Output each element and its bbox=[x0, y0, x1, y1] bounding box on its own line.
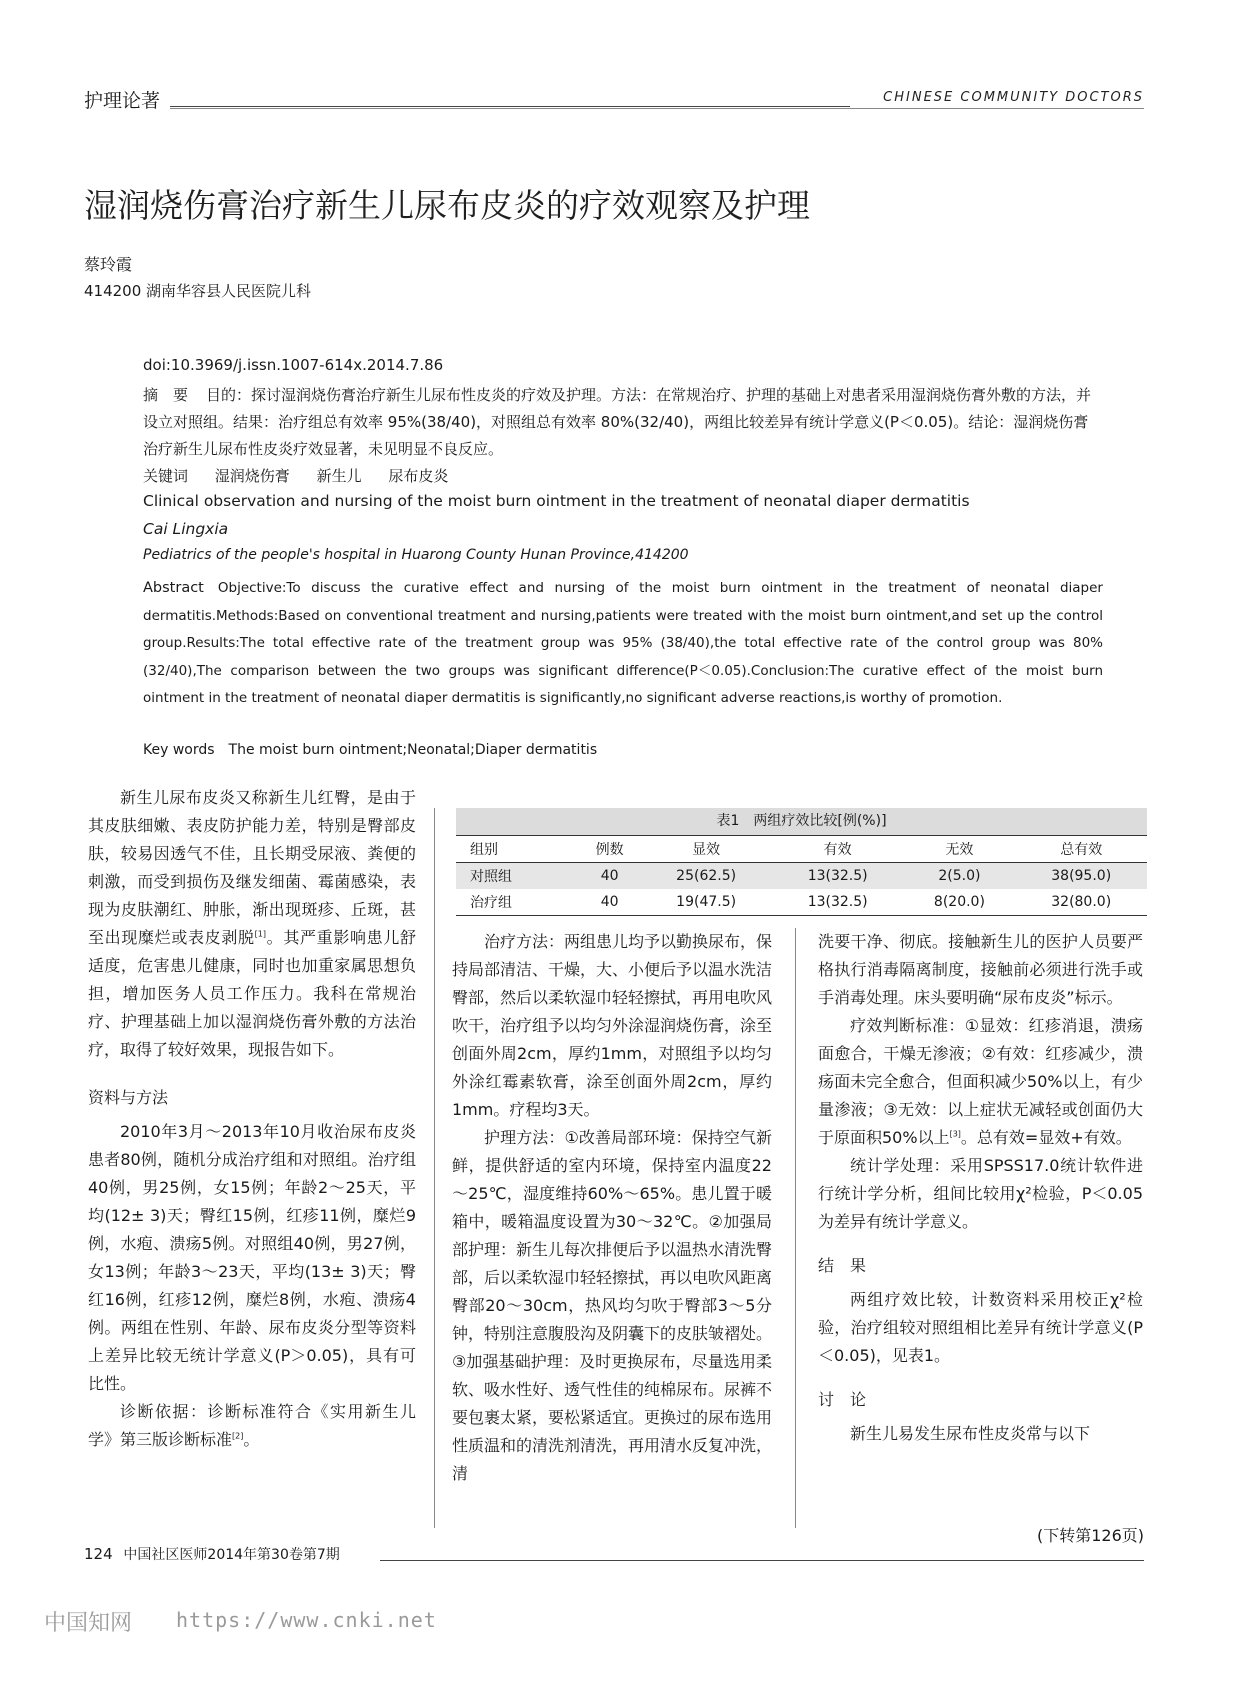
diagnosis-paragraph: 诊断依据：诊断标准符合《实用新生儿学》第三版诊断标准[2]。 bbox=[88, 1402, 416, 1449]
header-rule-right bbox=[170, 108, 1144, 109]
table-header-cell: 总有效 bbox=[1015, 836, 1147, 863]
keyword: 湿润烧伤膏 bbox=[214, 467, 290, 485]
table-1 bbox=[456, 808, 1147, 916]
abstract-en bbox=[143, 575, 1103, 713]
table-header-cell: 无效 bbox=[903, 836, 1015, 863]
table-1-grid bbox=[456, 835, 1147, 916]
article-title: 湿润烧伤膏治疗新生儿尿布皮炎的疗效观察及护理 bbox=[84, 186, 810, 225]
table-cell: 19(47.5) bbox=[640, 889, 772, 916]
journal-name-en: CHINESE COMMUNITY DOCTORS bbox=[883, 90, 1144, 105]
intro-paragraph: 新生儿尿布皮炎又称新生儿红臀，是由于其皮肤细嫩、表皮防护能力差，特别是臀部皮肤，较易因透气不佳，且长期受尿液、粪便的刺激，而受到损伤及继发细菌、霉菌感染，表现为皮肤潮红、肿胀，渐出现斑疹、丘斑，甚至出现糜烂或表皮剥脱[1]。其严重影响患儿舒适度，危害患儿健康，同时也加重家属思想负担，增加医务人员工作压力。我科在常规治疗、护理基础上加以湿润烧伤膏外敷的方法治疗，取得了较好效果，现报告如下。 bbox=[88, 788, 416, 1059]
body-column-2 bbox=[452, 928, 772, 1488]
page-number: 124 bbox=[84, 1545, 113, 1563]
keywords-en-label: Key words bbox=[143, 742, 215, 758]
treatment-paragraph: 治疗方法：两组患儿均予以勤换尿布，保持局部清洁、干燥，大、小便后予以温水洗洁臀部，然后以柔软湿巾轻轻擦拭，再用电吹风吹干，治疗组予以均匀外涂湿润烧伤膏，涂至创面外周2cm，厚约1mm，对照组予以均匀外涂红霉素软膏，涂至创面外周2cm，厚约1mm。疗程均3天。 bbox=[452, 932, 773, 1119]
nursing-paragraph: 护理方法：①改善局部环境：保持空气新鲜，提供舒适的室内环境，保持室内温度22～25℃，湿度维持60%～65%。患儿置于暖箱中，暖箱温度设置为30～32℃。②加强局部护理：新生儿每次排便后予以温热水清洗臀部，后以柔软湿巾轻轻擦拭，再以电吹风距离臀部20～30cm，热风均匀吹于臀部3～5分钟，特别注意腹股沟及阴囊下的皮肤皱褶处。③加强基础护理：及时更换尿布，尽量选用柔软、吸水性好、透气性佳的纯棉尿布。尿裤不要包裹太紧，要松紧适宜。更换过的尿布选用性质温和的清洗剂清洗，再用清水反复冲洗，清 bbox=[452, 1128, 773, 1483]
table-header-cell: 组别 bbox=[456, 836, 579, 863]
body-column-1 bbox=[88, 784, 416, 1454]
keyword: 新生儿 bbox=[316, 467, 362, 485]
table-cell: 对照组 bbox=[456, 863, 579, 890]
table-cell: 2(5.0) bbox=[903, 863, 1015, 890]
table-cell: 25(62.5) bbox=[640, 863, 772, 890]
abstract-cn-label: 摘 要 bbox=[143, 386, 189, 404]
continued-note: (下转第126页) bbox=[1036, 1526, 1144, 1545]
table-header-cell: 显效 bbox=[640, 836, 772, 863]
author-en: Cai Lingxia bbox=[143, 520, 229, 538]
table-caption: 表1 两组疗效比较[例(%)] bbox=[456, 808, 1147, 835]
keywords-en-text: The moist burn ointment;Neonatal;Diaper dermatitis bbox=[228, 742, 598, 758]
header-rule bbox=[170, 106, 850, 107]
statistics-paragraph: 统计学处理：采用SPSS17.0统计软件进行统计学分析，组间比较用χ²检验，P＜0.05为差异有统计学意义。 bbox=[818, 1156, 1143, 1231]
abstract-en-text: Objective:To discuss the curative effect and nursing of the moist burn ointment in the treatment of neonatal diaper dermatitis.Methods:Based on conventional treatment and nursing,patients were treated with the moist burn ointment,and set up the control group.Results:The total effective rate of the treatment group was 95% (38/40),the total effective rate of the control group was 80%(32/40),The comparison between the two groups was significant difference(P＜0.05).Conclusion:The curative effect of the moist burn ointment in the treatment of neonatal diaper dermatitis is significantly,no significant adverse reactions,is worthy of promotion. bbox=[143, 580, 1103, 706]
table-cell: 38(95.0) bbox=[1015, 863, 1147, 890]
journal-issue: 中国社区医师2014年第30卷第7期 bbox=[123, 1547, 340, 1563]
table-row bbox=[456, 863, 1147, 890]
abstract-en-label: Abstract bbox=[143, 580, 204, 596]
body-column-3 bbox=[818, 928, 1143, 1448]
citation-ref: [3] bbox=[949, 1129, 961, 1139]
table-cell: 13(32.5) bbox=[772, 863, 904, 890]
nursing-paragraph-continued: 洗要干净、彻底。接触新生儿的医护人员要严格执行消毒隔离制度，接触前必须进行洗手或手消毒处理。床头要明确“尿布皮炎”标示。 bbox=[818, 932, 1143, 1007]
table-cell: 8(20.0) bbox=[903, 889, 1015, 916]
citation-ref: [2] bbox=[232, 1431, 244, 1441]
article-title-en: Clinical observation and nursing of the moist burn ointment in the treatment of neonatal diaper dermatitis bbox=[143, 492, 970, 510]
table-header-cell: 有效 bbox=[772, 836, 904, 863]
discussion-heading: 讨 论 bbox=[818, 1390, 867, 1409]
discussion-paragraph: 新生儿易发生尿布性皮炎常与以下 bbox=[850, 1424, 1091, 1443]
section-label: 护理论著 bbox=[84, 90, 161, 112]
affiliation: 414200 湖南华容县人民医院儿科 bbox=[84, 282, 312, 300]
results-paragraph: 两组疗效比较，计数资料采用校正χ²检验，治疗组较对照组相比差异有统计学意义(P＜0.05)，见表1。 bbox=[818, 1290, 1143, 1365]
keywords-cn bbox=[143, 465, 1103, 486]
watermark-cn: 中国知网 bbox=[44, 1611, 133, 1636]
abstract-cn-text: 目的：探讨湿润烧伤膏治疗新生儿尿布性皮炎的疗效及护理。方法：在常规治疗、护理的基础上对患者采用湿润烧伤膏外敷的方法，并设立对照组。结果：治疗组总有效率 95%(38/40)，对照组总有效率 80%(32/40)，两组比较差异有统计学意义(P＜0.05)。结论：湿润烧伤膏治疗新生儿尿布性皮炎疗效显著，未见明显不良反应。 bbox=[143, 386, 1092, 458]
footer-rule bbox=[380, 1560, 1144, 1561]
doi: doi:10.3969/j.issn.1007-614x.2014.7.86 bbox=[143, 356, 444, 374]
keyword: 尿布皮炎 bbox=[388, 467, 449, 485]
criteria-paragraph: 疗效判断标准：①显效：红疹消退，溃疡面愈合，干燥无渗液；②有效：红疹减少，溃疡面未完全愈合，但面积减少50%以上，有少量渗液；③无效：以上症状无减轻或创面仍大于原面积50%以上[3]。总有效=显效+有效。 bbox=[818, 1016, 1143, 1147]
table-cell: 治疗组 bbox=[456, 889, 579, 916]
keywords-en bbox=[143, 742, 1103, 758]
table-cell: 40 bbox=[579, 863, 640, 890]
methods-heading: 资料与方法 bbox=[88, 1088, 169, 1107]
table-header-cell: 例数 bbox=[579, 836, 640, 863]
abstract-cn bbox=[143, 382, 1103, 463]
watermark-url: https://www.cnki.net bbox=[176, 1608, 437, 1632]
column-divider bbox=[795, 928, 796, 1528]
column-divider bbox=[434, 808, 435, 1528]
table-cell: 13(32.5) bbox=[772, 889, 904, 916]
footer bbox=[84, 1544, 340, 1564]
table-header-row bbox=[456, 836, 1147, 863]
affiliation-en: Pediatrics of the people's hospital in Huarong County Hunan Province,414200 bbox=[143, 547, 689, 563]
keywords-cn-label: 关键词 bbox=[143, 467, 189, 485]
table-cell: 40 bbox=[579, 889, 640, 916]
table-cell: 32(80.0) bbox=[1015, 889, 1147, 916]
methods-paragraph: 2010年3月～2013年10月收治尿布皮炎患者80例，随机分成治疗组和对照组。治疗组40例，男25例，女15例；年龄2～25天，平均(12± 3)天；臀红15例，红疹11例，糜烂9例，水疱、溃疡5例。对照组40例，男27例，女13例；年龄3～23天，平均(13± 3)天；臀红16例，红疹12例，糜烂8例，水疱、溃疡4例。两组在性别、年龄、尿布皮炎分型等资料上差异比较无统计学意义(P＞0.05)，具有可比性。 bbox=[88, 1122, 416, 1393]
author: 蔡玲霞 bbox=[84, 255, 133, 274]
results-heading: 结 果 bbox=[818, 1256, 867, 1275]
table-row bbox=[456, 889, 1147, 916]
citation-ref: [1] bbox=[254, 929, 266, 939]
